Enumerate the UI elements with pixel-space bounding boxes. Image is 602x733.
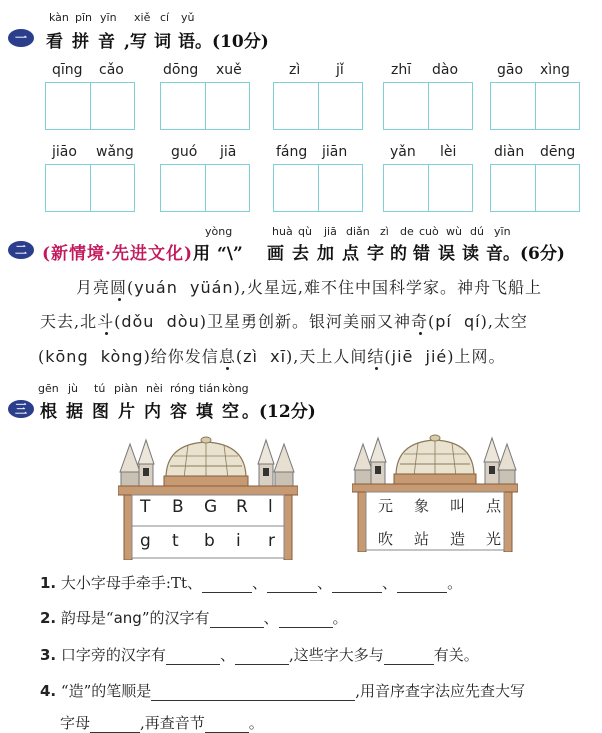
writing-box[interactable]	[45, 164, 135, 212]
title-pinyin: zì	[380, 225, 389, 238]
writing-box[interactable]	[45, 82, 135, 130]
pinyin-choice[interactable]: jiē jié	[391, 347, 448, 366]
answer-blank[interactable]	[202, 592, 252, 593]
word-pinyin: zhī	[391, 62, 412, 78]
question-2: 2. 韵母是“ang”的汉字有 、 。	[40, 609, 348, 627]
pinyin-choice[interactable]: pí qí	[435, 312, 481, 331]
title-pinyin: nèi	[146, 382, 163, 395]
grid-letter: G	[204, 497, 218, 517]
grid-letter: R	[236, 497, 248, 517]
dotted-char: 奇	[410, 312, 428, 331]
writing-box[interactable]	[273, 82, 363, 130]
answer-blank[interactable]	[279, 627, 333, 628]
grid-letter: B	[172, 497, 184, 517]
word-pinyin: jiān	[322, 144, 348, 160]
dotted-char: 息	[218, 347, 236, 366]
title-pinyin: cí	[160, 11, 170, 24]
word-pinyin: dōng	[163, 62, 199, 78]
grid-character: 叫	[450, 497, 466, 515]
word-pinyin: qīng	[52, 62, 83, 78]
answer-blank[interactable]	[332, 592, 382, 593]
title-pinyin: diǎn	[346, 225, 370, 238]
grid-letter: b	[204, 531, 215, 551]
word-pinyin: jiāo	[52, 144, 77, 160]
grid-character: 点	[486, 497, 502, 515]
word-pinyin: dào	[432, 62, 459, 78]
grid-letter: T	[140, 497, 151, 517]
title-pinyin: xiě	[134, 11, 151, 24]
title-pinyin: pīn	[75, 11, 93, 24]
title-pinyin: tú	[94, 382, 106, 395]
writing-box[interactable]	[383, 82, 473, 130]
grid-character: 光	[486, 530, 502, 548]
passage-line-2: 天去,北斗(dǒu dòu)卫星勇创新。银河美丽又神奇(pí qí),太空	[40, 312, 528, 331]
answer-blank[interactable]	[397, 592, 447, 593]
word-pinyin: gāo	[497, 62, 524, 78]
title-pinyin: róng	[170, 382, 195, 395]
word-pinyin: diàn	[494, 144, 525, 160]
grid-character: 造	[450, 530, 466, 548]
dotted-char: 圆	[110, 278, 128, 297]
section-number-badge: 三	[8, 400, 34, 418]
grid-letter: l	[268, 497, 273, 517]
answer-blank[interactable]	[151, 700, 355, 701]
dotted-char: 斗	[97, 312, 115, 331]
writing-box[interactable]	[160, 164, 250, 212]
word-pinyin: jǐ	[336, 62, 344, 78]
word-pinyin: jiā	[220, 144, 237, 160]
writing-box[interactable]	[490, 82, 580, 130]
word-pinyin: zì	[289, 62, 301, 78]
title-pinyin: qù	[298, 225, 312, 238]
grid-letter: t	[172, 531, 179, 551]
answer-blank[interactable]	[384, 664, 434, 665]
pinyin-choice[interactable]: kōng kòng	[45, 347, 144, 366]
word-pinyin: dēng	[540, 144, 576, 160]
answer-blank[interactable]	[210, 627, 264, 628]
section-title: 根 据 图 片 内 容 填 空 。(12分)	[40, 402, 316, 422]
section-number-badge: 二	[8, 241, 34, 259]
answer-blank[interactable]	[166, 664, 220, 665]
title-pinyin: yòng	[205, 225, 233, 238]
title-pinyin: jiā	[324, 225, 337, 238]
writing-box[interactable]	[273, 164, 363, 212]
word-pinyin: wǎng	[96, 144, 134, 160]
title-pinyin: cuò	[419, 225, 439, 238]
pinyin-choice[interactable]: dǒu dòu	[121, 312, 200, 331]
grid-letter: g	[140, 531, 151, 551]
pinyin-choice[interactable]: zì xī	[243, 347, 287, 366]
grid-character: 吹	[378, 530, 394, 548]
title-pinyin: dú	[470, 225, 484, 238]
title-pinyin: yǔ	[181, 11, 195, 24]
grid-character: 象	[414, 497, 430, 515]
grid-letter: r	[268, 531, 275, 551]
passage-line-1: 月亮圆(yuán yüán),火星远,难不住中国科学家。神舟飞船上	[76, 278, 542, 297]
pinyin-choice[interactable]: yuán yüán	[134, 278, 234, 297]
writing-box[interactable]	[383, 164, 473, 212]
grid-character: 元	[378, 497, 394, 515]
title-pinyin: tián	[199, 382, 221, 395]
grid-letter: i	[236, 531, 241, 551]
question-4: 4. “造”的笔顺是 ,用音序查字法应先查大写	[40, 682, 526, 700]
section-number-badge: 一	[8, 29, 34, 47]
title-pinyin: wù	[446, 225, 462, 238]
word-pinyin: fáng	[276, 144, 308, 160]
title-pinyin: huà	[272, 225, 293, 238]
answer-blank[interactable]	[267, 592, 317, 593]
title-pinyin: piàn	[114, 382, 138, 395]
title-pinyin: kòng	[222, 382, 249, 395]
section-title: (新情境·先进文化)用 “\” 画 去 加 点 字 的 错 误 读 音。(6分)	[42, 244, 565, 264]
section-tag: (新情境·先进文化)	[42, 244, 194, 264]
title-pinyin: jù	[68, 382, 79, 395]
title-pinyin: yīn	[494, 225, 511, 238]
grid-character: 站	[414, 530, 430, 548]
word-pinyin: guó	[171, 144, 198, 160]
answer-blank[interactable]	[235, 664, 289, 665]
title-pinyin: kàn	[49, 11, 69, 24]
question-4-line-2: 字母 ,再查音节 。	[60, 714, 264, 732]
word-pinyin: xuě	[216, 62, 242, 78]
question-1: 1. 大小字母手牵手:Tt、 、 、 、 。	[40, 574, 463, 592]
writing-box[interactable]	[160, 82, 250, 130]
dotted-char: 结	[367, 347, 385, 366]
passage-line-3: (kōng kòng)给你发信息(zì xī),天上人间结(jiē jié)上网。	[38, 347, 506, 366]
title-pinyin: de	[400, 225, 414, 238]
word-pinyin: xìng	[540, 62, 570, 78]
word-pinyin: lèi	[440, 144, 457, 160]
word-pinyin: yǎn	[390, 144, 416, 160]
title-pinyin: yīn	[100, 11, 117, 24]
word-pinyin: cǎo	[99, 62, 124, 78]
writing-box[interactable]	[490, 164, 580, 212]
question-3: 3. 口字旁的汉字有 、 ,这些字大多与 有关。	[40, 646, 479, 664]
title-pinyin: gēn	[38, 382, 59, 395]
section-title: 看 拼 音 ,写 词 语。(10分)	[46, 32, 269, 52]
